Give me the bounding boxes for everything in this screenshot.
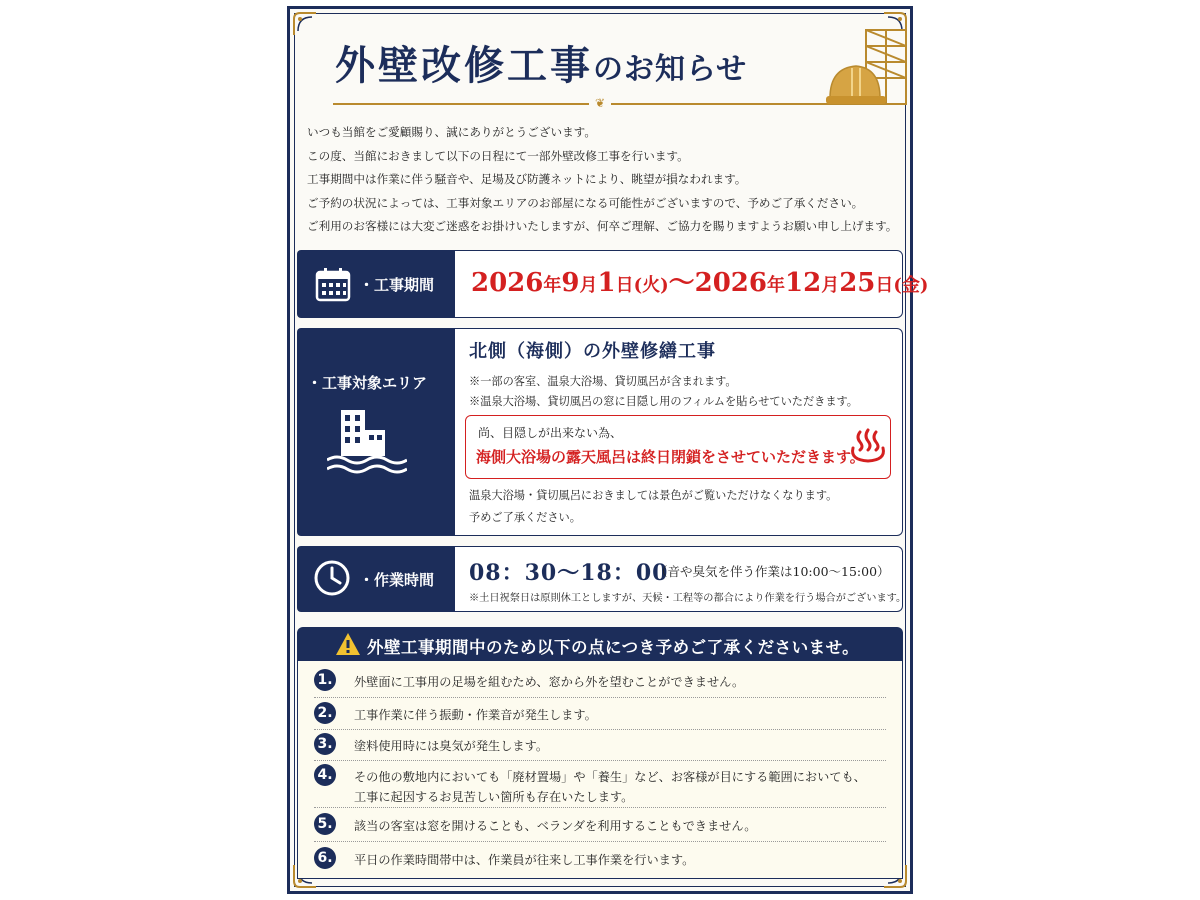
clock-icon [313,559,351,597]
hours-tab [297,546,455,612]
notice-title: 外壁工事期間中のため以下の点につき予めご了承くださいませ。 [367,638,860,657]
holiday-note: ※土日祝祭日は原則休工としますが、天候・工程等の都合により作業を行う場合がございます。 [469,593,907,604]
divider [314,807,886,808]
onsen-icon [848,428,888,464]
helmet-icon [826,26,910,108]
title-suffix: のお知らせ [593,52,748,87]
work-time-note: （音や臭気を伴う作業は10:00〜15:00） [655,564,890,579]
area-tab [297,328,455,536]
end-dow: (金) [893,275,929,296]
hours-section [297,546,907,612]
start-year: 2026 [471,268,544,298]
warning-icon [335,632,361,656]
calendar-icon [315,266,351,302]
intro-line: ご予約の状況によっては、工事対象エリアのお部屋になる可能性がございますので、予めご了承ください。 [307,195,864,210]
intro-line: この度、当館におきまして以下の日程にて一部外壁改修工事を行います。 [307,148,689,163]
closure-warning-box [465,415,891,479]
item-number: 2. [314,702,336,724]
end-year: 2026 [694,268,767,298]
item-text: 工事作業に伴う振動・作業音が発生します。 [354,708,597,722]
day-unit: 日 [875,275,894,296]
area-section [297,328,903,536]
period-dates [471,262,928,299]
item-number: 6. [314,847,336,869]
year-unit: 年 [543,275,562,296]
intro-line: 工事期間中は作業に伴う騒音や、足場及び防護ネットにより、眺望が損なわれます。 [307,172,747,187]
period-tab [297,250,455,318]
item-text: 外壁面に工事用の足場を組むため、窓から外を望むことができません。 [354,675,745,689]
period-box [455,250,929,318]
item-text: 工事に起因するお見苦しい箇所も存在いたします。 [354,790,634,804]
title-ornament-icon: ❦ [589,97,611,109]
item-text: その他の敷地内においても「廃材置場」や「養生」など、お客様が目にする範囲においても、 [354,770,866,784]
intro-line: ご利用のお客様には大変ご迷惑をお掛けいたしますが、何卒ご理解、ご協力を賜りますようお願い申し上げます。 [307,219,898,234]
item-number: 5. [314,813,336,835]
item-text: 塗料使用時には臭気が発生します。 [354,739,549,753]
month-unit: 月 [579,275,598,296]
day-unit: 日 [615,275,634,296]
period-section [297,250,929,318]
start-dow: (火) [633,275,669,296]
warning-emphasis: 海側大浴場の露天風呂は終日閉鎖をさせていただきます。 [476,448,865,466]
intro-line: いつも当館をご愛顧賜り、誠にありがとうございます。 [307,125,596,139]
area-label: ・工事対象エリア [307,374,428,392]
item-text: 該当の客室は窓を開けることも、ベランダを利用することもできません。 [354,819,757,833]
divider [314,841,886,842]
item-number: 4. [314,764,336,786]
divider [314,729,886,730]
end-day: 25 [839,268,876,298]
item-number: 3. [314,733,336,755]
month-unit: 月 [821,275,840,296]
start-day: 1 [597,268,616,298]
period-label: ・工事期間 [359,276,435,294]
hours-box [455,546,907,612]
building-icon [327,406,407,476]
end-month: 12 [785,268,822,298]
intro-text [307,121,897,239]
work-time: 08：30〜18：00 [469,560,669,586]
divider [314,760,886,761]
notice-header [297,627,903,661]
warning-line: 尚、目隠しが出来ない為、 [478,426,623,440]
year-unit: 年 [767,275,785,296]
area-box [455,328,903,536]
item-text: 平日の作業時間帯中は、作業員が往来し工事作業を行います。 [354,853,695,867]
page-title [335,34,747,91]
item-number: 1. [314,669,336,691]
area-note: ※一部の客室、温泉大浴場、貸切風呂が含まれます。 [469,375,737,388]
area-note: ※温泉大浴場、貸切風呂の窓に目隠し用のフィルムを貼らせていただきます。 [469,395,858,408]
notice-list [297,661,903,879]
hours-label: ・作業時間 [359,571,435,589]
area-after-note: 予めご了承ください。 [469,511,581,524]
divider [314,697,886,698]
tilde: 〜 [668,268,695,298]
corner-ornament-icon [292,11,318,37]
title-main: 外壁改修工事 [335,42,593,89]
start-month: 9 [561,268,580,298]
area-heading: 北側（海側）の外壁修繕工事 [469,341,716,362]
area-after-note: 温泉大浴場・貸切風呂におきましては景色がご覧いただけなくなります。 [469,489,838,502]
